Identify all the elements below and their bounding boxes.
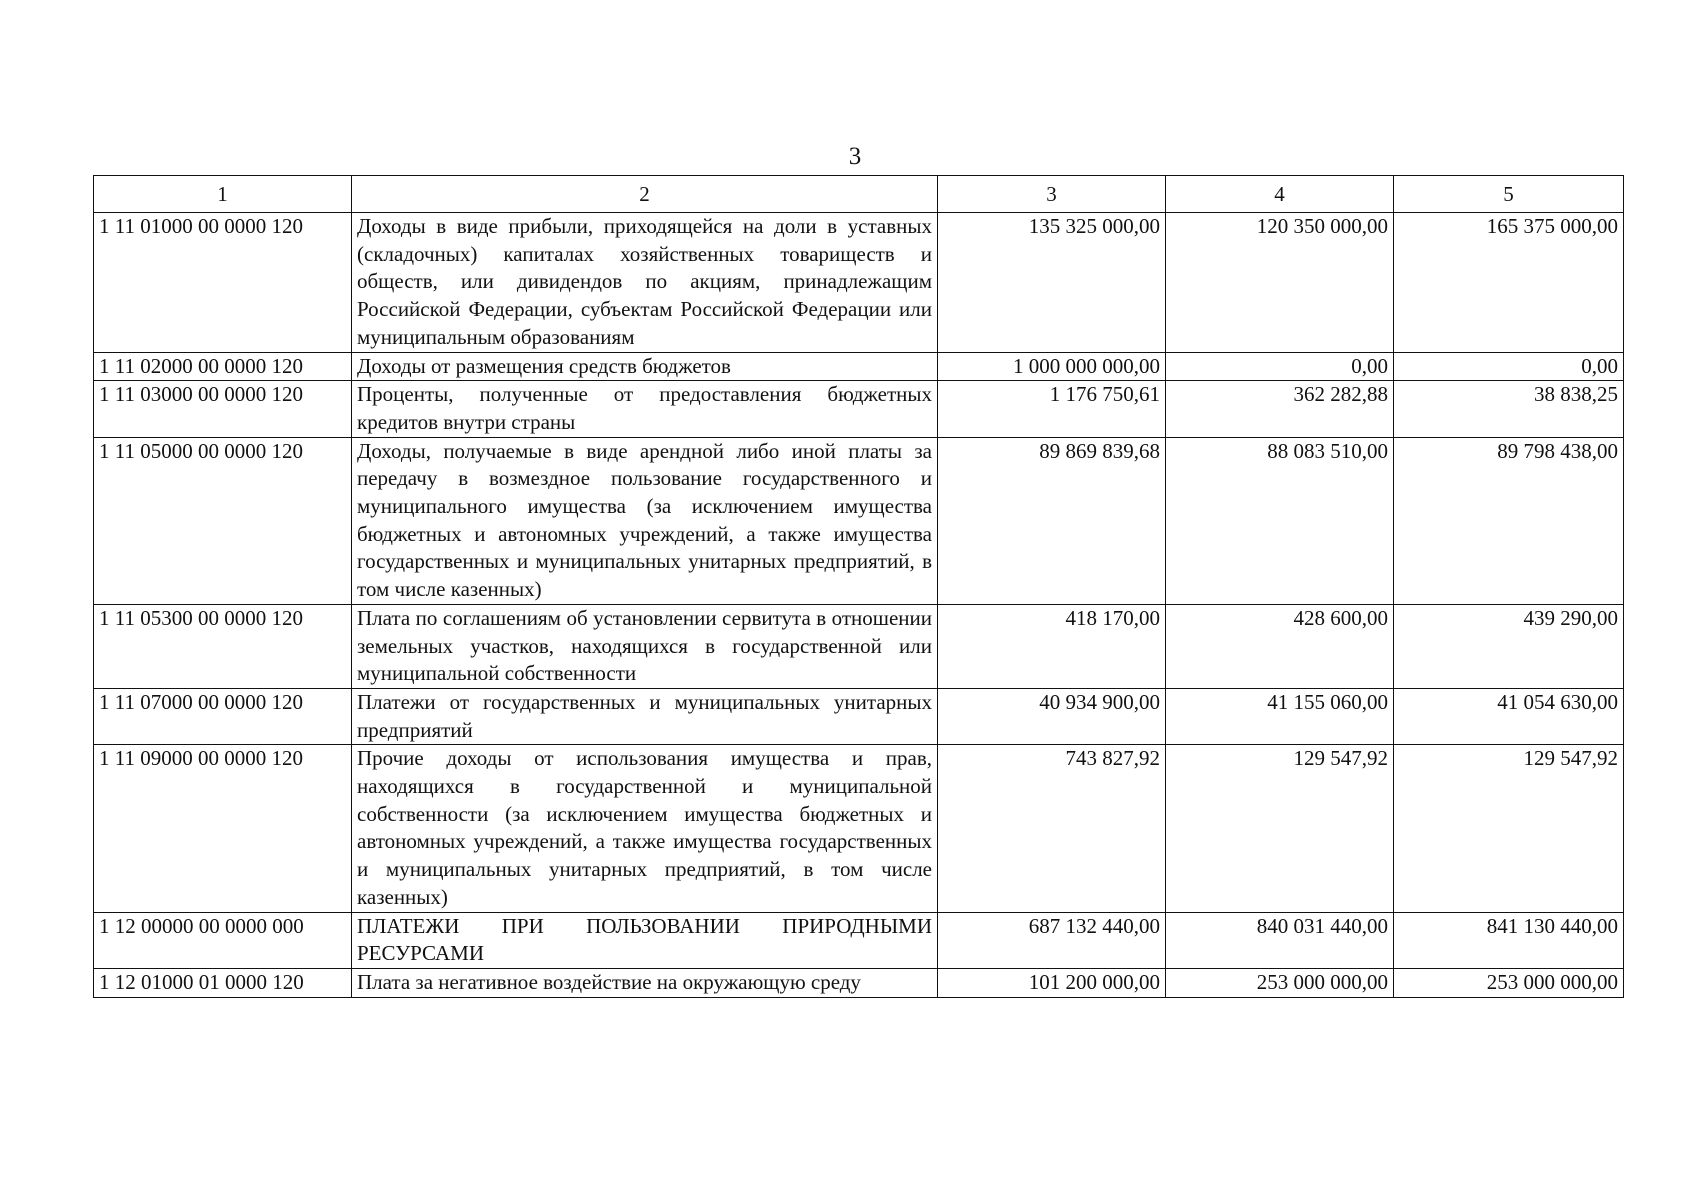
revenue-name: Проценты, полученные от предоставления бюджетных кредитов внутри страны: [352, 381, 938, 437]
budget-code: 1 11 07000 00 0000 120: [94, 688, 352, 744]
column-header-5: 5: [1394, 176, 1624, 213]
revenue-name: Доходы в виде прибыли, приходящейся на доли в уставных (складочных) капиталах хозяйственных товариществ и обществ, или дивидендов по акциям, принадлежащим Российской Федерации, субъектам Российской Федерации или муниципальным образованиям: [352, 213, 938, 353]
amount-col-4: 428 600,00: [1166, 604, 1394, 688]
amount-col-5: 41 054 630,00: [1394, 688, 1624, 744]
amount-col-4: 0,00: [1166, 352, 1394, 381]
budget-code: 1 11 05000 00 0000 120: [94, 437, 352, 604]
revenue-name: ПЛАТЕЖИ ПРИ ПОЛЬЗОВАНИИ ПРИРОДНЫМИ РЕСУРСАМИ: [352, 912, 938, 968]
page-number: 3: [848, 143, 862, 170]
amount-col-5: 129 547,92: [1394, 745, 1624, 912]
amount-col-4: 362 282,88: [1166, 381, 1394, 437]
budget-code: 1 12 00000 00 0000 000: [94, 912, 352, 968]
table-row: [94, 688, 1624, 744]
amount-col-3: 135 325 000,00: [938, 213, 1166, 353]
amount-col-3: 101 200 000,00: [938, 968, 1166, 997]
table-row: [94, 912, 1624, 968]
column-number-row: [94, 176, 1624, 213]
revenue-name: Прочие доходы от использования имущества и прав, находящихся в государственной и муниципальной собственности (за исключением имущества бюджетных и автономных учреждений, а также имущества государственных и муниципальных унитарных предприятий, в том числе казенных): [352, 745, 938, 912]
revenue-name: Доходы, получаемые в виде арендной либо иной платы за передачу в возмездное пользование государственного и муниципального имущества (за исключением имущества бюджетных и автономных учреждений, а также имущества государственных и муниципальных унитарных предприятий, в том числе казенных): [352, 437, 938, 604]
amount-col-3: 40 934 900,00: [938, 688, 1166, 744]
amount-col-5: 165 375 000,00: [1394, 213, 1624, 353]
amount-col-5: 38 838,25: [1394, 381, 1624, 437]
column-header-3: 3: [938, 176, 1166, 213]
amount-col-4: 253 000 000,00: [1166, 968, 1394, 997]
revenue-name: Доходы от размещения средств бюджетов: [352, 352, 938, 381]
table-row: [94, 437, 1624, 604]
amount-col-4: 88 083 510,00: [1166, 437, 1394, 604]
revenue-name: Платежи от государственных и муниципальных унитарных предприятий: [352, 688, 938, 744]
amount-col-4: 41 155 060,00: [1166, 688, 1394, 744]
table-row: [94, 604, 1624, 688]
budget-code: 1 11 05300 00 0000 120: [94, 604, 352, 688]
amount-col-5: 89 798 438,00: [1394, 437, 1624, 604]
amount-col-3: 1 176 750,61: [938, 381, 1166, 437]
budget-revenue-table: [93, 175, 1624, 998]
amount-col-4: 129 547,92: [1166, 745, 1394, 912]
amount-col-3: 89 869 839,68: [938, 437, 1166, 604]
revenue-name: Плата за негативное воздействие на окружающую среду: [352, 968, 938, 997]
revenue-name: Плата по соглашениям об установлении сервитута в отношении земельных участков, находящихся в государственной или муниципальной собственности: [352, 604, 938, 688]
budget-code: 1 11 03000 00 0000 120: [94, 381, 352, 437]
amount-col-4: 120 350 000,00: [1166, 213, 1394, 353]
budget-code: 1 11 01000 00 0000 120: [94, 213, 352, 353]
table-row: [94, 213, 1624, 353]
amount-col-3: 687 132 440,00: [938, 912, 1166, 968]
amount-col-3: 743 827,92: [938, 745, 1166, 912]
table-row: [94, 968, 1624, 997]
table-row: [94, 352, 1624, 381]
amount-col-5: 253 000 000,00: [1394, 968, 1624, 997]
budget-code: 1 11 02000 00 0000 120: [94, 352, 352, 381]
table-row: [94, 381, 1624, 437]
amount-col-4: 840 031 440,00: [1166, 912, 1394, 968]
amount-col-3: 1 000 000 000,00: [938, 352, 1166, 381]
amount-col-5: 841 130 440,00: [1394, 912, 1624, 968]
column-header-2: 2: [352, 176, 938, 213]
amount-col-3: 418 170,00: [938, 604, 1166, 688]
table-row: [94, 745, 1624, 912]
amount-col-5: 0,00: [1394, 352, 1624, 381]
amount-col-5: 439 290,00: [1394, 604, 1624, 688]
column-header-4: 4: [1166, 176, 1394, 213]
column-header-1: 1: [94, 176, 352, 213]
budget-code: 1 12 01000 01 0000 120: [94, 968, 352, 997]
budget-code: 1 11 09000 00 0000 120: [94, 745, 352, 912]
